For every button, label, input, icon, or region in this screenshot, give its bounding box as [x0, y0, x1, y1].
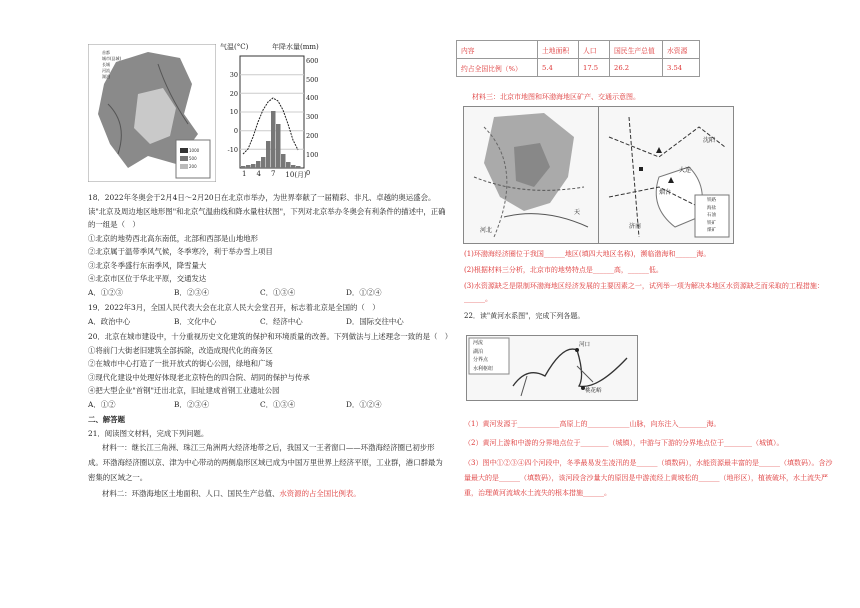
- q22-stem: 22．读"黄河水系图"，完成下列各题。: [464, 312, 585, 320]
- section-heading: 二、解答题: [88, 415, 125, 424]
- q20-option-3: ③现代化建设中处理好体现老北京特色的四合院、胡同的保护与传承: [88, 372, 310, 382]
- q20-option-2: ②在城市中心打造了一批开放式的街心公园，绿地和广场: [88, 359, 273, 368]
- y-left-label: 气温(°C): [220, 43, 249, 51]
- right-ticks: 600 500 400 300 200 100 0: [306, 57, 319, 178]
- map-legend: [102, 50, 121, 80]
- table-header: 内容: [457, 41, 538, 59]
- table-cell: 17.5: [579, 59, 610, 77]
- bar-sep: [281, 154, 286, 168]
- table-header: 水资源: [663, 41, 700, 59]
- table-header: 土地面积: [538, 41, 579, 59]
- q20-choice-b[interactable]: B．②③④: [174, 399, 209, 409]
- beijing-city-map: [463, 106, 599, 244]
- legend-lake: 湖泊: [102, 74, 110, 79]
- legend-capital: 首都: [102, 50, 110, 55]
- q22-1: （1）黄河发源于____________高原上的____________山脉，向东注入________海。: [464, 420, 721, 428]
- bar-oct: [286, 162, 291, 168]
- legend-greatwall: 长城: [102, 62, 110, 67]
- bar-aug: [276, 124, 281, 168]
- y-right-label: 年降水量(mm): [272, 43, 319, 51]
- bohai-region-map: [598, 106, 734, 244]
- q18-option-4: ④北京市区位于华北平原，交通发达: [88, 274, 207, 283]
- q20-choice-a[interactable]: A．①②: [88, 399, 116, 409]
- q18-choices: [88, 286, 448, 300]
- table-cell: 约占全国比例（%）: [457, 59, 538, 77]
- q21-1: (1)环渤海经济圈位于我国______地区(填四大地区名称)，濒临渤海和______海。: [464, 250, 711, 258]
- label-river: 河北: [480, 227, 493, 234]
- q20-choice-d[interactable]: D．①②④: [346, 399, 382, 409]
- q20-option-4: ④把大型企业"首钢"迁出北京，旧址建成首钢工业遗址公园: [88, 386, 280, 395]
- material-2-highlight: 水资源的占全国比例表。: [279, 489, 361, 498]
- label-dalian: 大连: [679, 167, 692, 174]
- label-tianjin: 天: [574, 209, 581, 216]
- label-jinan: 济南: [629, 223, 642, 230]
- climate-chart: [220, 42, 330, 182]
- label-hekou: 河口: [579, 342, 591, 348]
- q22-3: （3）图中①②③④四个河段中，冬季最易发生凌汛的是______（填数码），水能资源最丰富的是______（填数码）。含沙量最大的是______（填数码），该河段含沙量大的原因是中游流经上黄坡松的______（地形区），植被破坏，水土流失严重，治理黄河流域水土流失的根本措施______。: [464, 459, 833, 497]
- q19-choice-b[interactable]: B．文化中心: [174, 316, 217, 326]
- label-taohuayu: 桃花峪: [585, 388, 602, 394]
- svg-text:200: 200: [189, 164, 197, 169]
- map-legend-bohai: 铁路 海盐 石油 铁矿 煤矿: [707, 198, 716, 233]
- q20-choices: [88, 398, 448, 412]
- x-ticks: 1 4 7 10(月): [242, 170, 307, 179]
- q21-stem: 21．阅读图文材料，完成下列问题。: [88, 428, 209, 438]
- material-2: 材料二：环渤海地区土地面积、人口、国民生产总值、水资源的占全国比例表。: [102, 489, 361, 498]
- table-row: [457, 59, 700, 77]
- q18-option-2: ②北京属于温带季风气候，冬季寒冷，利于举办雪上项目: [88, 247, 273, 256]
- table-header: 人口: [579, 41, 610, 59]
- q18-choice-b[interactable]: B．②③④: [174, 287, 209, 297]
- bar-jan: [241, 166, 246, 168]
- bar-nov: [291, 165, 296, 168]
- legend-city: 城市(县城): [102, 56, 122, 61]
- q21-2: (2)根据材料三分析，北京市的地势特点是______高，______低。: [464, 266, 663, 274]
- ratio-table: [456, 40, 700, 77]
- q20-stem: 20．北京在城市建设中，十分重视历史文化建筑的保护和环境质量的改善。下列做法与上述理念一致的是（ ）: [88, 332, 453, 341]
- svg-text:1000: 1000: [189, 148, 200, 153]
- q18-stem: 18．2022年冬奥会于2月4日～2月20日在北京市举办，为世界奉献了一届精彩、非凡、卓越的奥运盛会。读"北京及周边地区地形图"和北京气温曲线和降水量柱状图"，下列对北京举办冬奥会有利条件的描述中，正确的一组是（ ）: [88, 193, 446, 229]
- left-ticks: 30 20 10 0 -10: [227, 71, 238, 154]
- precip-bars: [241, 111, 301, 168]
- svg-text:500: 500: [189, 156, 197, 161]
- table-cell: 5.4: [538, 59, 579, 77]
- q19-choice-a[interactable]: A．政治中心: [88, 316, 131, 326]
- table-cell: 3.54: [663, 59, 700, 77]
- bar-apr: [256, 161, 261, 168]
- table-header: 国民生产总值: [610, 41, 663, 59]
- label-yantai: 烟台: [659, 189, 672, 196]
- yellow-river-map: [466, 335, 638, 401]
- q18-choice-a[interactable]: A．①②③: [88, 287, 123, 297]
- bar-mar: [251, 164, 256, 168]
- q20-choice-c[interactable]: C．①③④: [260, 399, 296, 409]
- q18-choice-c[interactable]: C．①③④: [260, 287, 296, 297]
- q19-choices: [88, 315, 448, 329]
- bar-dec: [296, 166, 301, 168]
- q18-choice-d[interactable]: D．①②④: [346, 287, 382, 297]
- river-legend: 河流 湖泊 分界点 水利枢纽: [473, 340, 494, 372]
- material-1: 材料一：继长江三角洲、珠江三角洲两大经济地带之后，我国又一王者窗口——环渤海经济圈已初步形成。环渤海经济圈以京、津为中心带动的两侧扇形区域已成为中国万里世界上经济平原，工业群，港口群最为密集的区域之一。: [88, 443, 443, 482]
- q21-3: (3)水资源缺乏是限制环渤海地区经济发展的主要因素之一，试列举一项为解决本地区水资源缺乏而采取的工程措施：______。: [464, 282, 824, 303]
- table-header-row: [457, 41, 700, 59]
- bar-may: [261, 157, 266, 168]
- q22-2: （2）黄河上游和中游的分界地点位于________（城镇），中游与下游的分界地点位于________（城镇）。: [464, 439, 784, 447]
- q20-option-1: ①将前门大街老旧建筑全部拆除，改造成现代化的商务区: [88, 345, 273, 355]
- q18-option-3: ③北京冬季盛行东南季风，降雪量大: [88, 260, 207, 270]
- q19-choice-c[interactable]: C．经济中心: [260, 316, 303, 326]
- label-shenyang: 沈阳: [703, 137, 716, 144]
- beijing-terrain-map: [88, 44, 216, 182]
- q19-stem: 19．2022年3月，全国人民代表大会在北京人民大会堂召开，标志着北京是全国的（ ）: [88, 303, 380, 312]
- q18-option-1: ①北京的地势西北高东南低，北部和西部是山地地形: [88, 233, 258, 243]
- table-cell: 26.2: [610, 59, 663, 77]
- bar-jun: [266, 141, 271, 168]
- bar-feb: [246, 165, 251, 168]
- material-3: 材料三：北京市地图和环渤海地区矿产、交通示意图。: [472, 93, 640, 101]
- bar-jul: [271, 111, 276, 168]
- legend-river: 河流: [102, 68, 110, 73]
- q19-choice-d[interactable]: D．国际交往中心: [346, 316, 404, 326]
